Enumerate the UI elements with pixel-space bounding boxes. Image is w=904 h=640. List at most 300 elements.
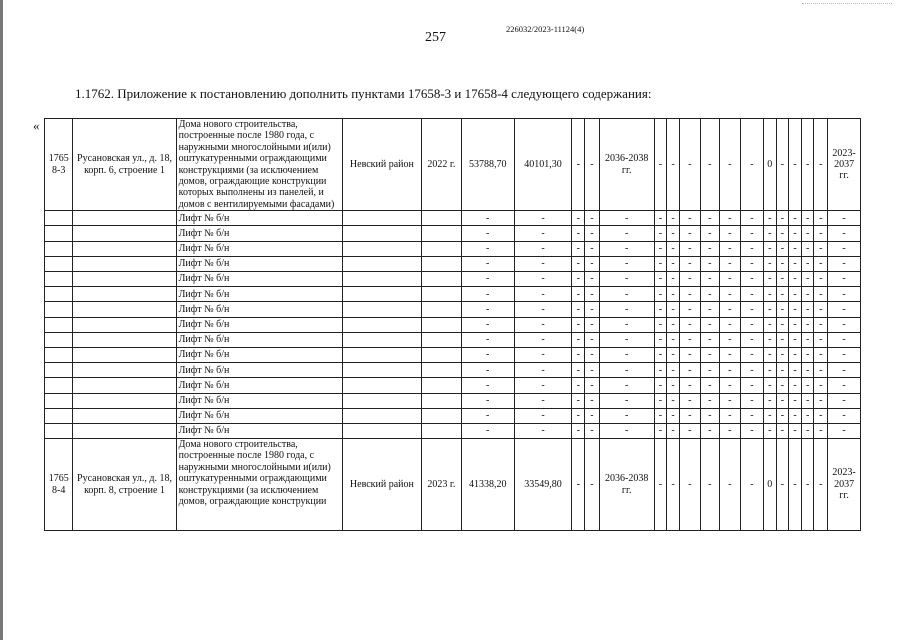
area-living-cell: 33549,80 xyxy=(514,439,572,531)
description-cell: Дома нового строительства, построенные после 1980 года, с наружными многослойными и(или) оштукатуренными ограждающими конструкциями (за исключением домов, ограждающие конструкции которых выполнены из панелей, и домов с вентилируемыми фасадами) xyxy=(176,119,342,211)
dash-cell: - xyxy=(828,378,861,393)
dash-cell: - xyxy=(654,439,667,531)
area-living-cell: 40101,30 xyxy=(514,119,572,211)
empty-cell xyxy=(45,332,73,347)
dash-cell: - xyxy=(719,256,740,271)
empty-cell xyxy=(421,302,461,317)
dash-cell: - xyxy=(719,393,740,408)
dash-cell: - xyxy=(700,256,719,271)
empty-cell xyxy=(421,332,461,347)
dash-cell: - xyxy=(789,241,802,256)
empty-cell xyxy=(342,272,421,287)
empty-cell xyxy=(342,393,421,408)
dash-cell: - xyxy=(599,226,654,241)
dash-cell: - xyxy=(814,302,828,317)
dash-cell: - xyxy=(828,347,861,362)
dash-cell: - xyxy=(789,423,802,438)
empty-cell xyxy=(342,423,421,438)
dash-cell: - xyxy=(667,408,680,423)
building-row xyxy=(45,119,861,211)
dash-cell: - xyxy=(514,317,572,332)
dash-cell: - xyxy=(654,302,667,317)
dash-cell: - xyxy=(667,317,680,332)
dash-cell: - xyxy=(585,226,600,241)
dash-cell: - xyxy=(599,272,654,287)
item-number: 1765 8-4 xyxy=(45,439,73,531)
dash-cell: - xyxy=(776,317,789,332)
dash-cell: - xyxy=(700,211,719,226)
empty-cell xyxy=(342,302,421,317)
section-heading: 1.1762. Приложение к постановлению дополнить пунктами 17658-3 и 17658-4 следующего содержания: xyxy=(75,86,652,101)
empty-cell xyxy=(73,317,176,332)
dash-cell: - xyxy=(461,347,514,362)
dash-cell: - xyxy=(679,317,700,332)
district-cell: Невский район xyxy=(342,439,421,531)
lift-row xyxy=(45,272,861,287)
dash-cell: - xyxy=(461,378,514,393)
dash-cell: - xyxy=(599,241,654,256)
dash-cell: - xyxy=(667,423,680,438)
dash-cell: - xyxy=(763,302,776,317)
dash-cell: - xyxy=(585,378,600,393)
lift-label: Лифт № б/н xyxy=(176,423,342,438)
page-edge-shadow xyxy=(0,0,3,640)
dash-cell: - xyxy=(719,423,740,438)
dash-cell: - xyxy=(679,226,700,241)
dash-cell: - xyxy=(776,439,789,531)
empty-cell xyxy=(421,423,461,438)
dash-cell: - xyxy=(763,378,776,393)
dash-cell: - xyxy=(667,363,680,378)
dash-cell: - xyxy=(667,211,680,226)
dash-cell: - xyxy=(667,439,680,531)
dash-cell: - xyxy=(679,287,700,302)
dash-cell: - xyxy=(585,302,600,317)
dash-cell: - xyxy=(654,119,667,211)
dash-cell: - xyxy=(599,363,654,378)
dash-cell: - xyxy=(763,241,776,256)
dash-cell: - xyxy=(599,256,654,271)
empty-cell xyxy=(342,378,421,393)
dash-cell: - xyxy=(514,272,572,287)
empty-cell xyxy=(45,287,73,302)
dash-cell: - xyxy=(667,287,680,302)
dash-cell: - xyxy=(461,226,514,241)
dash-cell: - xyxy=(814,256,828,271)
dash-cell: - xyxy=(679,393,700,408)
dash-cell: - xyxy=(700,393,719,408)
area-total-cell: 53788,70 xyxy=(461,119,514,211)
dash-cell: - xyxy=(828,393,861,408)
lift-label: Лифт № б/н xyxy=(176,347,342,362)
dash-cell: - xyxy=(599,393,654,408)
empty-cell xyxy=(73,272,176,287)
dash-cell: - xyxy=(514,302,572,317)
empty-cell xyxy=(73,241,176,256)
dash-cell: - xyxy=(585,332,600,347)
dash-cell: - xyxy=(700,302,719,317)
empty-cell xyxy=(45,347,73,362)
dash-cell: - xyxy=(599,287,654,302)
dash-cell: - xyxy=(789,272,802,287)
dash-cell: - xyxy=(776,119,789,211)
dash-cell: - xyxy=(719,226,740,241)
dash-cell: - xyxy=(763,317,776,332)
empty-cell xyxy=(421,272,461,287)
dash-cell: - xyxy=(719,211,740,226)
scan-mark xyxy=(802,3,892,5)
empty-cell xyxy=(73,226,176,241)
dash-cell: - xyxy=(776,408,789,423)
dash-cell: - xyxy=(700,241,719,256)
dash-cell: - xyxy=(654,378,667,393)
empty-cell xyxy=(73,287,176,302)
dash-cell: - xyxy=(789,119,802,211)
empty-cell xyxy=(45,363,73,378)
dash-cell: - xyxy=(461,317,514,332)
empty-cell xyxy=(421,241,461,256)
dash-cell: - xyxy=(828,241,861,256)
lift-label: Лифт № б/н xyxy=(176,287,342,302)
empty-cell xyxy=(45,408,73,423)
lift-label: Лифт № б/н xyxy=(176,241,342,256)
dash-cell: - xyxy=(763,423,776,438)
dash-cell: - xyxy=(461,393,514,408)
period-cell: 2036-2038 гг. xyxy=(599,119,654,211)
dash-cell: - xyxy=(776,347,789,362)
dash-cell: - xyxy=(585,317,600,332)
dash-cell: - xyxy=(585,272,600,287)
empty-cell xyxy=(45,241,73,256)
dash-cell: - xyxy=(654,408,667,423)
dash-cell: - xyxy=(461,408,514,423)
dash-cell: - xyxy=(740,256,763,271)
lift-row xyxy=(45,241,861,256)
empty-cell xyxy=(73,363,176,378)
dash-cell: - xyxy=(814,211,828,226)
dash-cell: - xyxy=(740,226,763,241)
dash-cell: - xyxy=(801,256,814,271)
empty-cell xyxy=(73,256,176,271)
dash-cell: - xyxy=(667,226,680,241)
description-cell: Дома нового строительства, построенные после 1980 года, с наружными многослойными и(или) оштукатуренными ограждающими конструкциями (за исключением домов, ограждающие конструкции xyxy=(176,439,342,531)
dash-cell: - xyxy=(599,317,654,332)
dash-cell: - xyxy=(801,287,814,302)
dash-cell: - xyxy=(700,332,719,347)
dash-cell: - xyxy=(789,347,802,362)
dash-cell: - xyxy=(585,439,600,531)
dash-cell: - xyxy=(740,393,763,408)
dash-cell: - xyxy=(740,302,763,317)
dash-cell: - xyxy=(719,119,740,211)
dash-cell: - xyxy=(776,332,789,347)
dash-cell: - xyxy=(572,408,585,423)
dash-cell: - xyxy=(789,378,802,393)
dash-cell: - xyxy=(585,256,600,271)
dash-cell: - xyxy=(679,439,700,531)
dash-cell: - xyxy=(801,241,814,256)
dash-cell: - xyxy=(763,393,776,408)
dash-cell: - xyxy=(572,363,585,378)
dash-cell: - xyxy=(585,119,600,211)
empty-cell xyxy=(73,408,176,423)
dash-cell: - xyxy=(572,211,585,226)
dash-cell: - xyxy=(514,347,572,362)
dash-cell: - xyxy=(719,272,740,287)
dash-cell: - xyxy=(514,241,572,256)
dash-cell: - xyxy=(514,287,572,302)
dash-cell: - xyxy=(719,302,740,317)
dash-cell: - xyxy=(828,408,861,423)
empty-cell xyxy=(73,332,176,347)
dash-cell: - xyxy=(814,393,828,408)
dash-cell: - xyxy=(585,347,600,362)
empty-cell xyxy=(421,256,461,271)
lift-label: Лифт № б/н xyxy=(176,378,342,393)
lift-row xyxy=(45,226,861,241)
dash-cell: - xyxy=(700,408,719,423)
dash-cell: - xyxy=(599,302,654,317)
dash-cell: - xyxy=(776,423,789,438)
dash-cell: - xyxy=(740,119,763,211)
dash-cell: - xyxy=(599,211,654,226)
dash-cell: - xyxy=(585,423,600,438)
dash-cell: - xyxy=(740,272,763,287)
empty-cell xyxy=(45,302,73,317)
dash-cell: - xyxy=(679,347,700,362)
dash-cell: - xyxy=(740,408,763,423)
dash-cell: - xyxy=(679,423,700,438)
dash-cell: - xyxy=(828,423,861,438)
dash-cell: - xyxy=(461,241,514,256)
lift-row xyxy=(45,363,861,378)
dash-cell: - xyxy=(814,119,828,211)
dash-cell: - xyxy=(700,272,719,287)
dash-cell: - xyxy=(814,317,828,332)
dash-cell: - xyxy=(654,256,667,271)
dash-cell: - xyxy=(667,302,680,317)
dash-cell: - xyxy=(814,363,828,378)
dash-cell: - xyxy=(740,439,763,531)
lift-label: Лифт № б/н xyxy=(176,256,342,271)
dash-cell: - xyxy=(740,378,763,393)
dash-cell: - xyxy=(789,363,802,378)
empty-cell xyxy=(342,211,421,226)
empty-cell xyxy=(421,287,461,302)
dash-cell: - xyxy=(654,211,667,226)
empty-cell xyxy=(73,423,176,438)
empty-cell xyxy=(45,256,73,271)
dash-cell: - xyxy=(814,378,828,393)
dash-cell: - xyxy=(814,226,828,241)
dash-cell: - xyxy=(667,393,680,408)
dash-cell: - xyxy=(667,378,680,393)
dash-cell: - xyxy=(801,408,814,423)
dash-cell: - xyxy=(679,211,700,226)
dash-cell: - xyxy=(654,363,667,378)
dash-cell: - xyxy=(461,423,514,438)
empty-cell xyxy=(342,363,421,378)
dash-cell: - xyxy=(572,423,585,438)
empty-cell xyxy=(73,302,176,317)
dash-cell: - xyxy=(667,272,680,287)
dash-cell: 0 xyxy=(763,439,776,531)
empty-cell xyxy=(342,408,421,423)
dash-cell: - xyxy=(599,423,654,438)
dash-cell: - xyxy=(801,272,814,287)
empty-cell xyxy=(342,241,421,256)
dash-cell: - xyxy=(776,226,789,241)
empty-cell xyxy=(342,226,421,241)
dash-cell: - xyxy=(828,272,861,287)
dash-cell: - xyxy=(585,363,600,378)
empty-cell xyxy=(421,226,461,241)
dash-cell: - xyxy=(585,287,600,302)
lift-row xyxy=(45,393,861,408)
final-period-cell: 2023-2037 гг. xyxy=(828,439,861,531)
dash-cell: - xyxy=(679,302,700,317)
lift-label: Лифт № б/н xyxy=(176,408,342,423)
dash-cell: - xyxy=(828,256,861,271)
year-cell: 2023 г. xyxy=(421,439,461,531)
dash-cell: - xyxy=(654,272,667,287)
dash-cell: - xyxy=(514,332,572,347)
dash-cell: - xyxy=(801,302,814,317)
dash-cell: - xyxy=(801,119,814,211)
empty-cell xyxy=(342,317,421,332)
empty-cell xyxy=(73,347,176,362)
dash-cell: - xyxy=(763,272,776,287)
dash-cell: - xyxy=(789,439,802,531)
dash-cell: - xyxy=(776,272,789,287)
dash-cell: - xyxy=(654,226,667,241)
empty-cell xyxy=(45,272,73,287)
dash-cell: - xyxy=(514,256,572,271)
empty-cell xyxy=(342,347,421,362)
dash-cell: - xyxy=(776,211,789,226)
empty-cell xyxy=(73,393,176,408)
dash-cell: - xyxy=(700,119,719,211)
dash-cell: - xyxy=(814,423,828,438)
empty-cell xyxy=(45,393,73,408)
dash-cell: - xyxy=(679,332,700,347)
empty-cell xyxy=(45,378,73,393)
dash-cell: - xyxy=(585,393,600,408)
dash-cell: - xyxy=(461,332,514,347)
dash-cell: - xyxy=(828,226,861,241)
address-cell: Русановская ул., д. 18, корп. 8, строение 1 xyxy=(73,439,176,531)
register-table xyxy=(44,118,861,531)
empty-cell xyxy=(421,347,461,362)
empty-cell xyxy=(421,393,461,408)
dash-cell: - xyxy=(776,241,789,256)
lift-label: Лифт № б/н xyxy=(176,363,342,378)
dash-cell: - xyxy=(461,272,514,287)
dash-cell: - xyxy=(719,439,740,531)
lift-label: Лифт № б/н xyxy=(176,317,342,332)
empty-cell xyxy=(421,363,461,378)
dash-cell: - xyxy=(814,408,828,423)
dash-cell: - xyxy=(740,211,763,226)
dash-cell: - xyxy=(719,408,740,423)
register-table-body xyxy=(45,119,861,531)
lift-label: Лифт № б/н xyxy=(176,332,342,347)
lift-label: Лифт № б/н xyxy=(176,302,342,317)
lift-label: Лифт № б/н xyxy=(176,393,342,408)
dash-cell: - xyxy=(700,347,719,362)
dash-cell: - xyxy=(801,332,814,347)
dash-cell: - xyxy=(763,408,776,423)
lift-row xyxy=(45,378,861,393)
dash-cell: - xyxy=(801,439,814,531)
dash-cell: - xyxy=(776,256,789,271)
dash-cell: - xyxy=(700,226,719,241)
dash-cell: - xyxy=(740,332,763,347)
dash-cell: - xyxy=(572,393,585,408)
dash-cell: - xyxy=(654,241,667,256)
dash-cell: - xyxy=(763,363,776,378)
dash-cell: - xyxy=(789,317,802,332)
dash-cell: - xyxy=(679,256,700,271)
dash-cell: - xyxy=(814,272,828,287)
dash-cell: - xyxy=(801,423,814,438)
dash-cell: - xyxy=(667,241,680,256)
dash-cell: - xyxy=(789,332,802,347)
dash-cell: - xyxy=(801,378,814,393)
dash-cell: - xyxy=(776,302,789,317)
dash-cell: - xyxy=(679,241,700,256)
dash-cell: - xyxy=(700,287,719,302)
lift-row xyxy=(45,332,861,347)
dash-cell: - xyxy=(801,347,814,362)
opening-quote: « xyxy=(33,118,40,133)
dash-cell: - xyxy=(700,378,719,393)
empty-cell xyxy=(45,226,73,241)
dash-cell: - xyxy=(814,439,828,531)
dash-cell: - xyxy=(679,119,700,211)
dash-cell: - xyxy=(719,363,740,378)
dash-cell: - xyxy=(814,241,828,256)
dash-cell: - xyxy=(776,393,789,408)
empty-cell xyxy=(421,408,461,423)
dash-cell: - xyxy=(572,302,585,317)
empty-cell xyxy=(342,332,421,347)
dash-cell: - xyxy=(828,302,861,317)
dash-cell: - xyxy=(763,211,776,226)
area-total-cell: 41338,20 xyxy=(461,439,514,531)
dash-cell: 0 xyxy=(763,119,776,211)
dash-cell: - xyxy=(719,378,740,393)
dash-cell: - xyxy=(789,256,802,271)
dash-cell: - xyxy=(461,211,514,226)
dash-cell: - xyxy=(776,378,789,393)
dash-cell: - xyxy=(719,287,740,302)
dash-cell: - xyxy=(572,241,585,256)
dash-cell: - xyxy=(814,332,828,347)
dash-cell: - xyxy=(572,226,585,241)
lift-label: Лифт № б/н xyxy=(176,211,342,226)
building-row xyxy=(45,439,861,531)
dash-cell: - xyxy=(572,378,585,393)
dash-cell: - xyxy=(679,378,700,393)
dash-cell: - xyxy=(719,317,740,332)
dash-cell: - xyxy=(585,408,600,423)
dash-cell: - xyxy=(801,226,814,241)
dash-cell: - xyxy=(572,332,585,347)
lift-row xyxy=(45,317,861,332)
empty-cell xyxy=(45,317,73,332)
lift-row xyxy=(45,423,861,438)
